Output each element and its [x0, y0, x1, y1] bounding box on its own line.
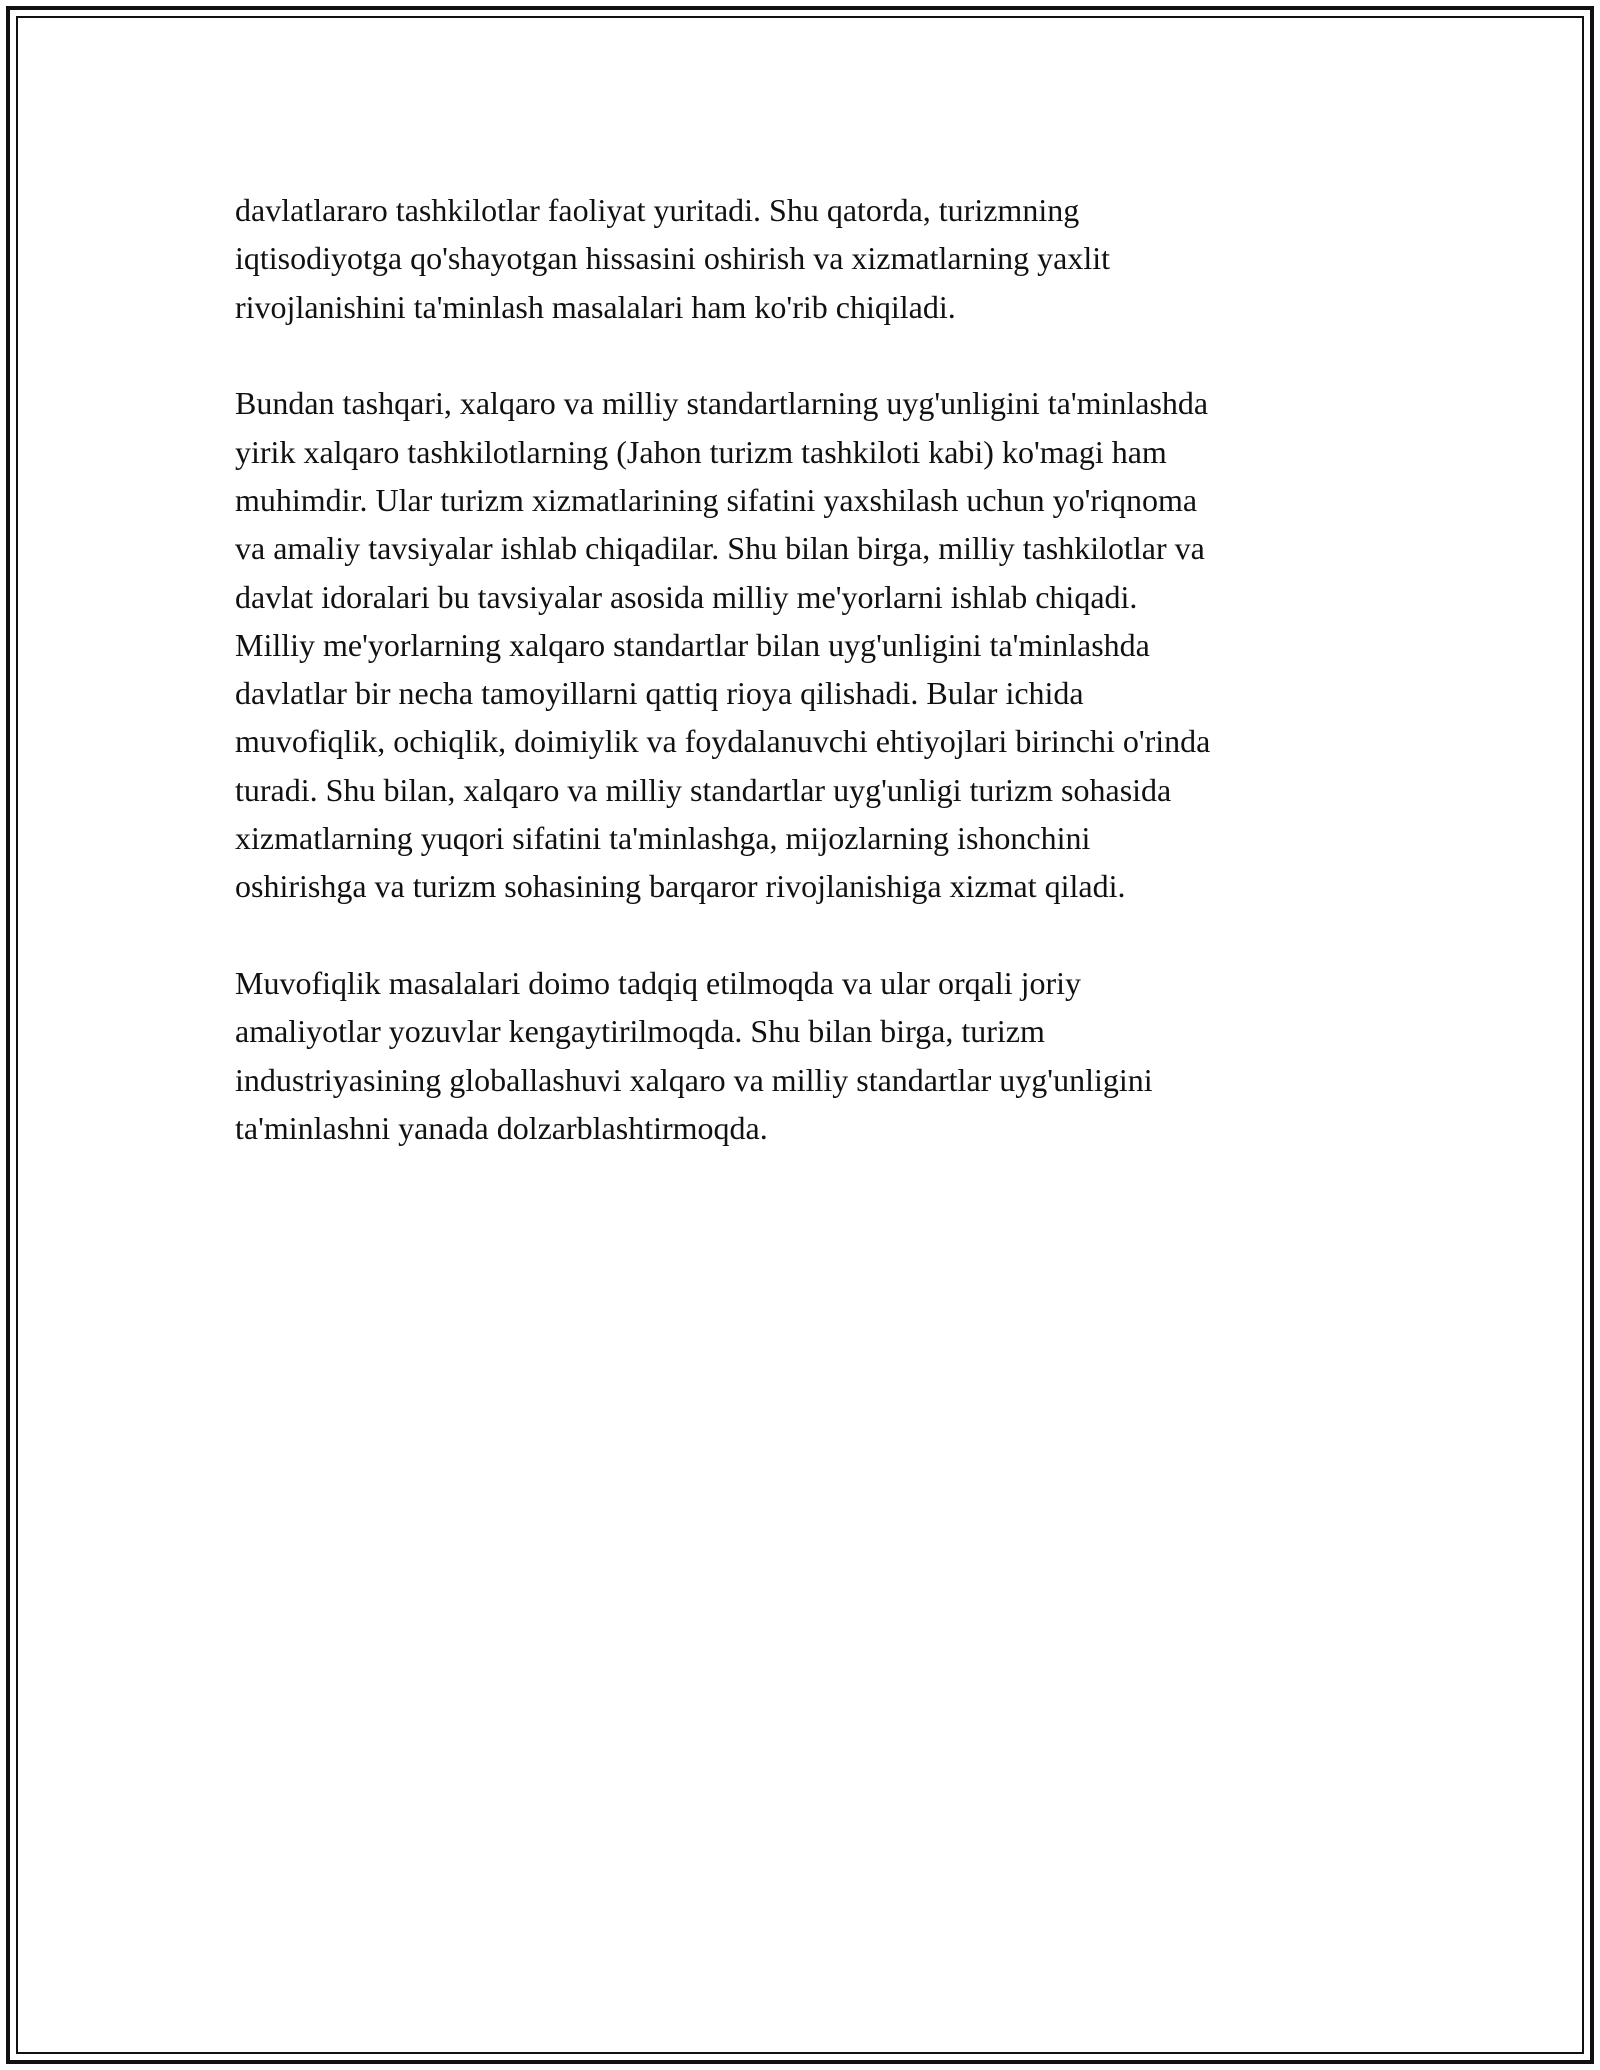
text-line: Muvofiqlik masalalari doimo tadqiq etilmoqda va ular orqali joriy: [235, 965, 1082, 1002]
text-line: ta'minlashni yanada dolzarblashtirmoqda.: [235, 1110, 768, 1147]
text-line: iqtisodiyotga qo'shayotgan hissasini oshirish va xizmatlarning yaxlit: [235, 240, 1110, 277]
text-line: davlatlar bir necha tamoyillarni qattiq rioya qilishadi. Bular ichida: [235, 675, 1084, 712]
paragraph-2: [235, 379, 1375, 910]
text-line: muvofiqlik, ochiqlik, doimiylik va foydalanuvchi ehtiyojlari birinchi o'rinda: [235, 723, 1211, 760]
text-line: xizmatlarning yuqori sifatini ta'minlashga, mijozlarning ishonchini: [235, 820, 1091, 857]
text-line: amaliyotlar yozuvlar kengaytirilmoqda. Shu bilan birga, turizm: [235, 1013, 1045, 1050]
paragraph-3: [235, 959, 1375, 1152]
text-line: va amaliy tavsiyalar ishlab chiqadilar. Shu bilan birga, milliy tashkilotlar va: [235, 530, 1205, 567]
text-line: davlatlararo tashkilotlar faoliyat yuritadi. Shu qatorda, turizmning: [235, 192, 1080, 228]
text-line: oshirishga va turizm sohasining barqaror rivojlanishiga xizmat qiladi.: [235, 868, 1126, 905]
text-line: davlat idoralari bu tavsiyalar asosida milliy me'yorlarni ishlab chiqadi.: [235, 578, 1138, 615]
text-line: rivojlanishini ta'minlash masalalari ham ko'rib chiqiladi.: [235, 288, 956, 325]
text-line: muhimdir. Ular turizm xizmatlarining sifatini yaxshilash uchun yo'riqnoma: [235, 481, 1198, 518]
document-body: [235, 186, 1375, 1201]
text-line: yirik xalqaro tashkilotlarning (Jahon turizm tashkiloti kabi) ko'magi ham: [235, 433, 1167, 470]
text-line: Bundan tashqari, xalqaro va milliy standartlarning uyg'unligini ta'minlashda: [235, 385, 1209, 422]
text-line: Milliy me'yorlarning xalqaro standartlar bilan uyg'unligini ta'minlashda: [235, 626, 1150, 663]
text-line: industriyasining globallashuvi xalqaro va milliy standartlar uyg'unligini: [235, 1061, 1153, 1098]
text-line: turadi. Shu bilan, xalqaro va milliy standartlar uyg'unligi turizm sohasida: [235, 771, 1172, 808]
paragraph-1: [235, 186, 1375, 331]
